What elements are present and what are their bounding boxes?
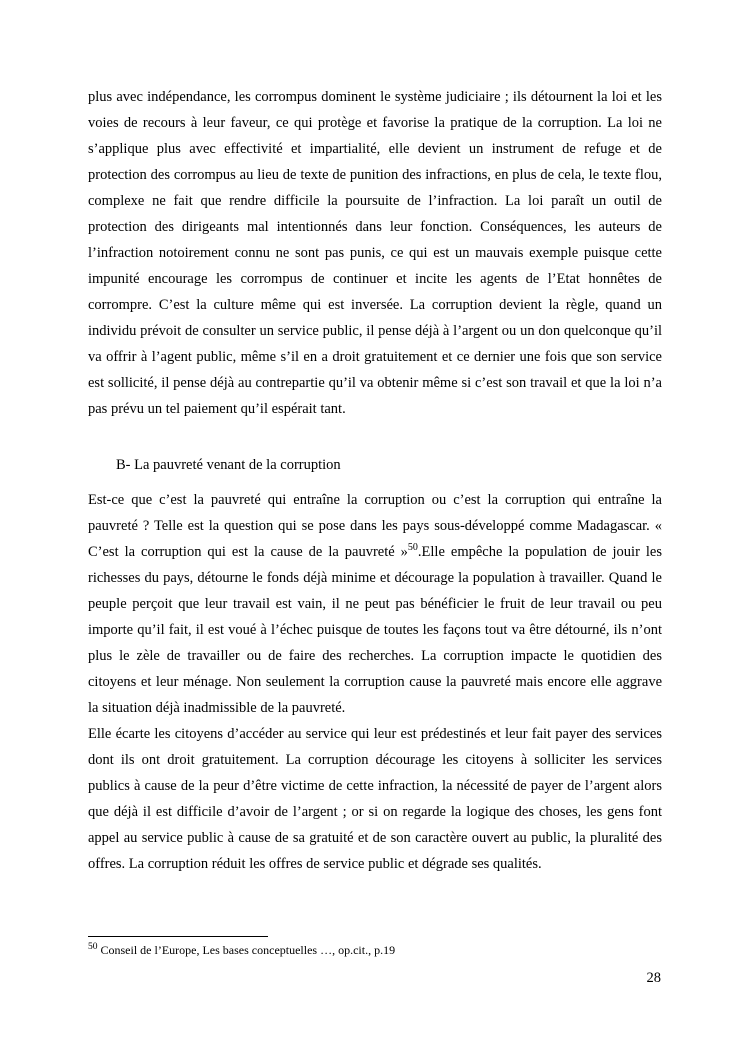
footnote-reference-50: 50 <box>407 542 418 554</box>
footnote-separator-rule <box>88 936 268 937</box>
paragraph-2-text: Est-ce que c’est la pauvreté qui entraîne la corruption ou c’est la corruption qui entraîne la pauvreté ? Telle est la question qui se pose dans les pays sous-développé comme Madagascar. « C’est la corruption qui est la cause de la pauvreté » <box>88 492 662 560</box>
page-body <box>88 84 662 877</box>
paragraph-2 <box>88 487 662 721</box>
paragraph-1: plus avec indépendance, les corrompus dominent le système judiciaire ; ils détournent la loi et les voies de recours à leur faveur, ce qui protège et favorise la pratique de la corruption. La loi ne s’applique plus avec effectivité et impartialité, elle devient un instrument de refuge et de protection des corrompus au lieu de texte de punition des infractions, en plus de cela, le texte flou, complexe ne fait que rendre difficile la poursuite de l’infraction. La loi paraît un outil de protection des dirigeants mal intentionnés dans leur fonction. Conséquences, les auteurs de l’infraction notoirement connu ne sont pas punis, ce qui est un mauvais exemple puisque cette impunité encourage les corrompus de continuer et incite les agents de l’Etat honnêtes de corrompre. C’est la culture même qui est inversée. La corruption devient la règle, quand un individu prévoit de consulter un service public, il pense déjà à l’argent ou un don quelconque qu’il va offrir à l’agent public, même s’il en a droit gratuitement et ce dernier une fois que son service est sollicité, il pense déjà au contrepartie qu’il va obtenir même si c’est son travail et que la loi n’a pas prévu un tel paiement qu’il espérait tant. <box>88 89 662 417</box>
page-number: 28 <box>646 970 661 986</box>
paragraph-2-continuation: .Elle empêche la population de jouir les richesses du pays, détourne le fonds déjà minime et décourage la population à travailler. Quand le peuple perçoit que leur travail est vain, il ne peut pas bénéficier le fruit de leur travail ou peu importe qu’il fait, il est voué à l’échec puisque de toutes les façons tout va être détourné, ils n’ont plus le zèle de travailler ou de faire des recherches. La corruption impacte le quotidien des citoyens et leur ménage. Non seulement la corruption cause la pauvreté mais encore elle aggrave la situation déjà inadmissible de la pauvreté. <box>88 544 662 716</box>
section-heading-b: B- La pauvreté venant de la corruption <box>116 457 341 473</box>
footnote-area <box>88 936 663 958</box>
paragraph-3: Elle écarte les citoyens d’accéder au service qui leur est prédestinés et leur fait payer des services dont ils ont droit gratuitement. La corruption décourage les citoyens à solliciter les services publics à cause de la peur d’être victime de cette infraction, la nécessité de payer de l’argent alors que déjà il est difficile d’avoir de l’argent ; or si on regarde la logique des choses, les gens font appel au service public à cause de sa gratuité et de son caractère ouvert au public, la pluralité des offres. La corruption réduit les offres de service public et dégrade ses qualités. <box>88 726 662 872</box>
footnote-marker: 50 <box>88 942 98 952</box>
footnote-text: Conseil de l’Europe, Les bases conceptuelles …, op.cit., p.19 <box>97 943 396 957</box>
footnote-50 <box>88 942 663 958</box>
